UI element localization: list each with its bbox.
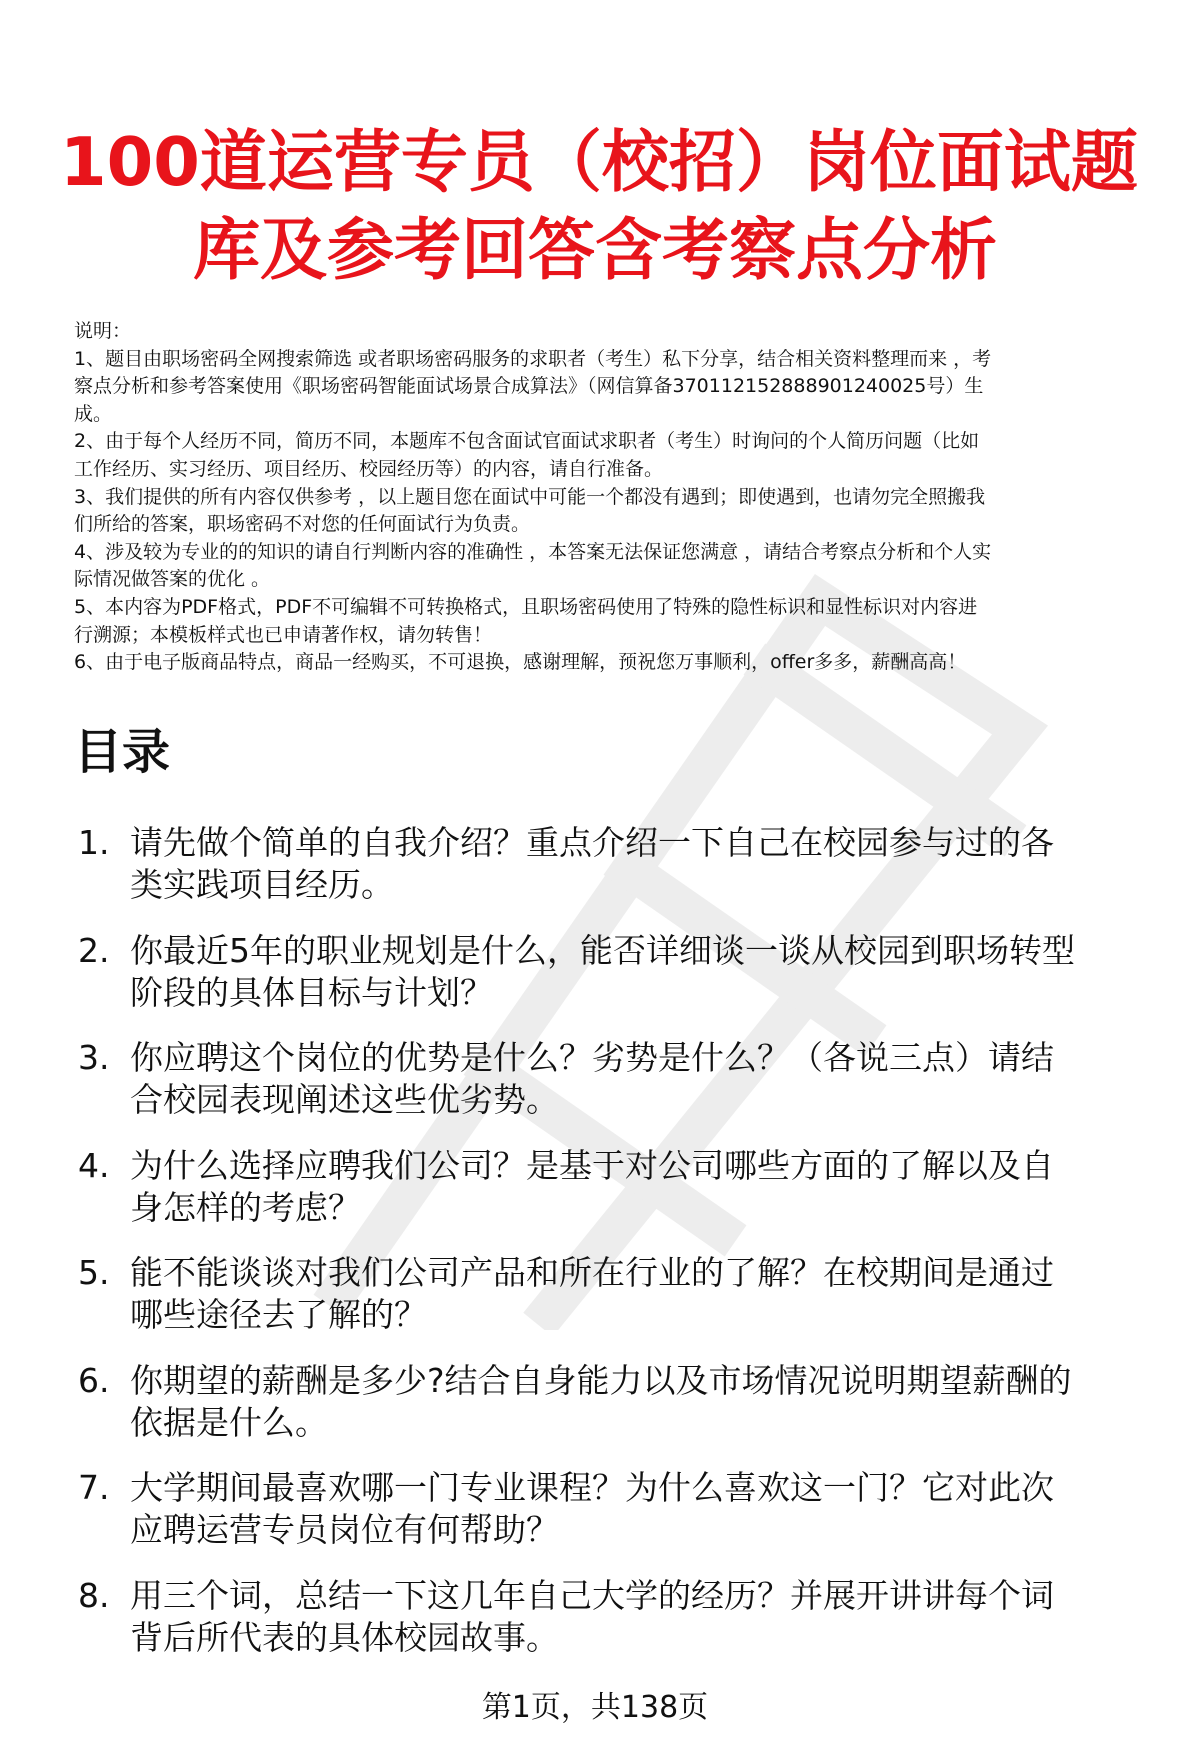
- toc-item-text-line: 用三个词，总结一下这几年自己大学的经历？并展开讲讲每个词: [130, 1575, 1054, 1615]
- toc-item-text-line: 大学期间最喜欢哪一门专业课程？为什么喜欢这一门？它对此次: [130, 1468, 1054, 1507]
- document-title: [60, 118, 1138, 294]
- instruction-line: 们所给的答案，职场密码不对您的任何面试行为负责。: [74, 513, 531, 536]
- toc-item-text: [130, 1037, 1162, 1121]
- instructions-block: [74, 318, 1166, 677]
- toc-item-number: 8.: [78, 1575, 110, 1615]
- toc-item[interactable]: [78, 822, 1162, 906]
- toc-item-number: 1.: [78, 823, 110, 862]
- toc-item-text-line: 你应聘这个岗位的优势是什么？劣势是什么？（各说三点）请结: [130, 1038, 1054, 1077]
- toc-item[interactable]: [78, 1467, 1162, 1551]
- toc-item-text-line: 哪些途径去了解的？: [130, 1295, 427, 1334]
- toc-list: [78, 822, 1162, 1682]
- toc-item-text-line: 背后所代表的具体校园故事。: [130, 1617, 559, 1657]
- instruction-line: 1、题目由职场密码全网搜索筛选 或者职场密码服务的求职者（考生）私下分享，结合相关资料整理而来 ，考: [74, 347, 992, 370]
- instruction-line: 行溯源；本模板样式也已申请著作权，请勿转售！: [74, 623, 493, 646]
- toc-item[interactable]: [78, 1575, 1162, 1659]
- toc-item-text-line: 能不能谈谈对我们公司产品和所在行业的了解？在校期间是通过: [130, 1253, 1054, 1292]
- toc-item[interactable]: [78, 1037, 1162, 1121]
- toc-item-number: 7.: [78, 1468, 110, 1507]
- toc-item-number: 4.: [78, 1145, 110, 1185]
- toc-item-text: [130, 1467, 1162, 1551]
- instruction-line: 成。: [74, 402, 113, 425]
- toc-heading: 目录: [74, 724, 171, 780]
- toc-item-text: [130, 1575, 1162, 1659]
- toc-item-text-line: 你最近5年的职业规划是什么，能否详细谈一谈从校园到职场转型: [130, 930, 1075, 970]
- title-line-2: 库及参考回答含考察点分析: [193, 211, 997, 289]
- toc-item[interactable]: [78, 930, 1162, 1014]
- toc-item-number: 6.: [78, 1360, 110, 1400]
- toc-item-text-line: 你期望的薪酬是多少?结合自身能力以及市场情况说明期望薪酬的: [130, 1360, 1072, 1400]
- instruction-line: 5、本内容为PDF格式，PDF不可编辑不可转换格式，且职场密码使用了特殊的隐性标识和显性标识对内容进: [74, 595, 978, 618]
- toc-item-text-line: 阶段的具体目标与计划？: [130, 972, 493, 1012]
- toc-item-text: [130, 822, 1162, 906]
- page-number: 第1页，共138页: [481, 1690, 709, 1725]
- toc-item-text-line: 合校园表现阐述这些优劣势。: [130, 1080, 559, 1119]
- toc-item[interactable]: [78, 1145, 1162, 1229]
- instruction-line: 2、由于每个人经历不同，简历不同，本题库不包含面试官面试求职者（考生）时询问的个人简历问题（比如: [74, 430, 980, 453]
- toc-item-text-line: 为什么选择应聘我们公司？是基于对公司哪些方面的了解以及自: [130, 1145, 1054, 1185]
- toc-item-text: [130, 1145, 1162, 1229]
- instruction-line: 际情况做答案的优化 。: [74, 568, 271, 591]
- toc-item-text: [130, 930, 1162, 1014]
- toc-item-number: 3.: [78, 1038, 110, 1077]
- toc-item[interactable]: [78, 1252, 1162, 1336]
- title-line-1: 100道运营专员（校招）岗位面试题: [60, 123, 1138, 201]
- instruction-line: 察点分析和参考答案使用《职场密码智能面试场景合成算法》（网信算备370112152888901240025号）生: [74, 375, 984, 398]
- toc-item-text: [130, 1252, 1162, 1336]
- toc-item-text-line: 身怎样的考虑？: [130, 1187, 361, 1227]
- instruction-line: 6、由于电子版商品特点，商品一经购买，不可退换，感谢理解，预祝您万事顺利，offer多多，薪酬高高！: [74, 651, 967, 674]
- toc-item-number: 5.: [78, 1253, 110, 1292]
- instruction-line: 4、涉及较为专业的的知识的请自行判断内容的准确性 ，本答案无法保证您满意 ，请结合考察点分析和个人实: [74, 540, 992, 563]
- toc-item-text-line: 请先做个简单的自我介绍？重点介绍一下自己在校园参与过的各: [130, 823, 1054, 862]
- instructions-heading: 说明：: [74, 320, 132, 342]
- instruction-line: 3、我们提供的所有内容仅供参考 ，以上题目您在面试中可能一个都没有遇到；即使遇到，也请勿完全照搬我: [74, 485, 986, 508]
- toc-item[interactable]: [78, 1360, 1162, 1444]
- toc-item-text-line: 应聘运营专员岗位有何帮助？: [130, 1510, 559, 1549]
- toc-item-text-line: 依据是什么。: [130, 1402, 328, 1442]
- instruction-line: 工作经历、实习经历、项目经历、校园经历等）的内容，请自行准备。: [74, 457, 664, 480]
- toc-item-text: [130, 1360, 1162, 1444]
- toc-item-number: 2.: [78, 930, 110, 970]
- toc-item-text-line: 类实践项目经历。: [130, 865, 394, 904]
